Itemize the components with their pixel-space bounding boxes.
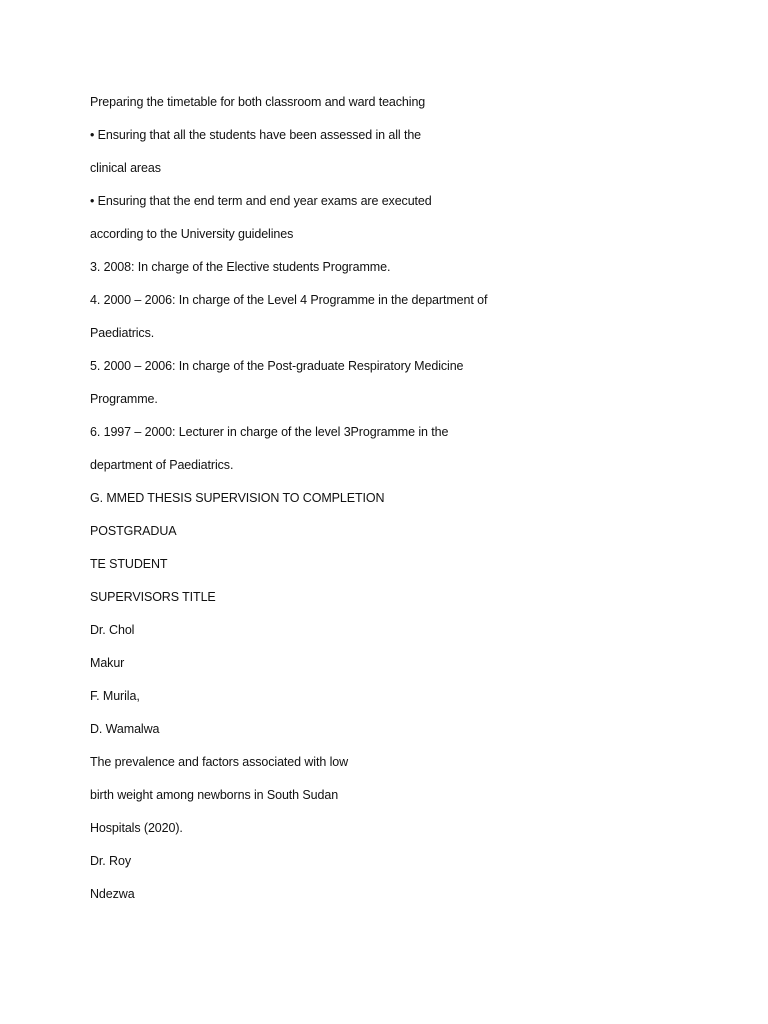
bullet-line-exams: • Ensuring that the end term and end year exams are executed [90, 194, 432, 208]
list-item-5: 5. 2000 – 2006: In charge of the Post-graduate Respiratory Medicine [90, 359, 464, 373]
list-item-6: 6. 1997 – 2000: Lecturer in charge of the level 3Programme in the [90, 425, 449, 439]
student-name-line-4: Ndezwa [90, 887, 135, 901]
column-header-student: TE STUDENT [90, 557, 168, 571]
list-item-3: 3. 2008: In charge of the Elective students Programme. [90, 260, 391, 274]
student-name-line-2: Makur [90, 656, 125, 670]
list-item-4: 4. 2000 – 2006: In charge of the Level 4 Programme in the department of [90, 293, 488, 307]
supervisor-name-2: D. Wamalwa [90, 722, 160, 736]
text-line-clinical-areas: clinical areas [90, 161, 161, 175]
column-header-postgraduate: POSTGRADUA [90, 524, 177, 538]
text-line-timetable: Preparing the timetable for both classroom and ward teaching [90, 95, 426, 109]
thesis-title-line-3: Hospitals (2020). [90, 821, 183, 835]
student-name-line-3: Dr. Roy [90, 854, 131, 868]
student-name-line-1: Dr. Chol [90, 623, 135, 637]
column-header-supervisors-title: SUPERVISORS TITLE [90, 590, 216, 604]
bullet-line-assessment: • Ensuring that all the students have been assessed in all the [90, 128, 422, 142]
list-item-5-continued: Programme. [90, 392, 158, 406]
supervisor-name-1: F. Murila, [90, 689, 140, 703]
list-item-6-continued: department of Paediatrics. [90, 458, 234, 472]
thesis-title-line-1: The prevalence and factors associated with low [90, 755, 349, 769]
text-line-guidelines: according to the University guidelines [90, 227, 294, 241]
thesis-title-line-2: birth weight among newborns in South Sudan [90, 788, 339, 802]
document-text [90, 92, 730, 917]
list-item-4-continued: Paediatrics. [90, 326, 155, 340]
section-heading: G. MMED THESIS SUPERVISION TO COMPLETION [90, 491, 385, 505]
